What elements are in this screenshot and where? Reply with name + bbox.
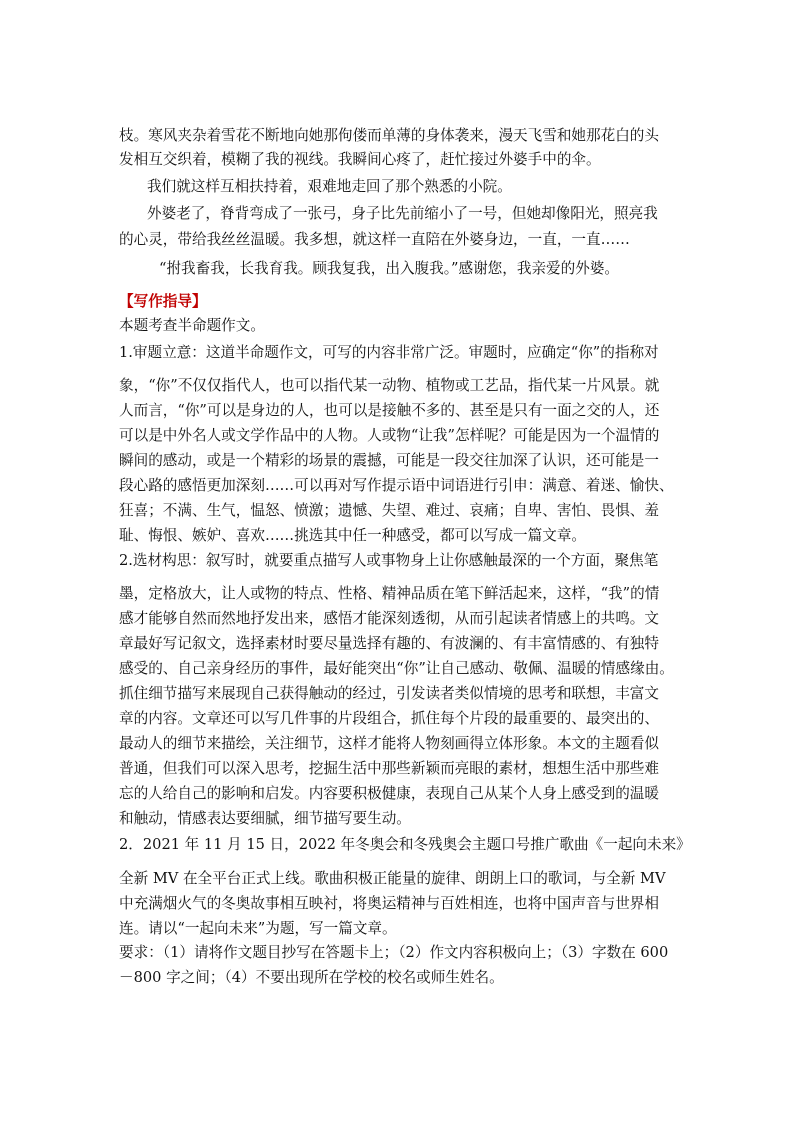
guidance-line: 抓住细节描写来展现自己获得触动的经过，引发读者类似情境的思考和联想，丰富文 bbox=[119, 685, 659, 702]
guidance-line: 象，“你”不仅仅指代人，也可以指代某一动物、植物或工艺品，指代某一片风景。就 bbox=[119, 377, 660, 394]
guidance-line: 狂喜；不满、生气，愠怒、愤激；遗憾、失望、难过、哀痛；自卑、害怕、畏惧、羞 bbox=[119, 502, 659, 519]
guidance-line: 可以是中外名人或文学作品中的人物。人或物“让我”怎样呢？可能是因为一个温情的 bbox=[119, 427, 660, 444]
question-line: 2．2021 年 11 月 15 日，2022 年冬奥会和冬残奥会主题口号推广歌曲《一起向未来》 bbox=[119, 836, 691, 853]
guidance-line: 1.审题立意：这道半命题作文，可写的内容非常广泛。审题时，应确定“你”的指称对 bbox=[119, 344, 659, 361]
requirement-line: －800 字之间；（4）不要出现所在学校的校名或师生姓名。 bbox=[119, 969, 504, 986]
question-line: 全新 MV 在全平台正式上线。歌曲积极正能量的旋律、朗朗上口的歌词，与全新 MV bbox=[119, 870, 666, 887]
question-line: 中充满烟火气的冬奥故事相互映衬，将奥运精神与百姓相连，也将中国声音与世界相 bbox=[119, 895, 659, 912]
guidance-line: 忘的人给自己的影响和启发。内容要积极健康，表现自己从某个人身上感受到的温暖 bbox=[119, 785, 659, 802]
essay-line: 枝。寒风夹杂着雪花不断地向她那佝偻而单薄的身体袭来，漫天飞雪和她那花白的头 bbox=[119, 127, 659, 144]
guidance-line: 瞬间的感动，或是一个精彩的场景的震撼，可能是一段交往加深了认识，还可能是一 bbox=[119, 452, 659, 469]
guidance-line: 2.选材构思：叙写时，就要重点描写人或事物身上让你感触最深的一个方面，聚焦笔 bbox=[119, 552, 659, 569]
question-line: 连。请以“一起向未来”为题，写一篇文章。 bbox=[119, 920, 397, 937]
essay-line: 外婆老了，脊背弯成了一张弓，身子比先前缩小了一号，但她却像阳光，照亮我 bbox=[147, 205, 658, 222]
essay-line: 的心灵，带给我丝丝温暖。我多想，就这样一直陪在外婆身边，一直，一直…… bbox=[119, 231, 630, 248]
guidance-line: 墨，定格放大，让人或物的特点、性格、精神品质在笔下鲜活起来，这样，“我”的情 bbox=[119, 585, 660, 602]
guidance-line: 感受的、自己亲身经历的事件，最好能突出“你”让自己感动、敬佩、温暖的情感缘由。 bbox=[119, 660, 674, 677]
guidance-line: 人而言，“你”可以是身边的人，也可以是接触不多的、甚至是只有一面之交的人，还 bbox=[119, 402, 660, 419]
guidance-intro: 本题考查半命题作文。 bbox=[119, 317, 265, 334]
guidance-line: 普通，但我们可以深入思考，挖掘生活中那些新颖而亮眼的素材，想想生活中那些难 bbox=[119, 760, 659, 777]
essay-line: 发相互交织着，模糊了我的视线。我瞬间心疼了，赶忙接过外婆手中的伞。 bbox=[119, 151, 601, 168]
guidance-line: 感才能够自然而然地抒发出来，感悟才能深刻透彻，从而引起读者情感上的共鸣。文 bbox=[119, 610, 659, 627]
guidance-line: 和触动，情感表达要细腻，细节描写要生动。 bbox=[119, 810, 411, 827]
essay-quote-line: “拊我畜我，长我育我。顾我复我，出入腹我。”感谢您，我亲爱的外婆。 bbox=[159, 260, 620, 277]
guidance-line: 章最好写记叙文，选择素材时要尽量选择有趣的、有波澜的、有丰富情感的、有独特 bbox=[119, 635, 659, 652]
requirement-line: 要求：（1）请将作文题目抄写在答题卡上；（2）作文内容积极向上；（3）字数在 600 bbox=[119, 944, 669, 961]
guidance-line: 耻、悔恨、嫉妒、喜欢……挑选其中任一种感受，都可以写成一篇文章。 bbox=[119, 527, 587, 544]
guidance-line: 章的内容。文章还可以写几件事的片段组合，抓住每个片段的最重要的、最突出的、 bbox=[119, 710, 659, 727]
guidance-line: 最动人的细节来描绘，关注细节，这样才能将人物刻画得立体形象。本文的主题看似 bbox=[119, 735, 659, 752]
guidance-line: 段心路的感悟更加深刻……可以再对写作提示语中词语进行引申：满意、着迷、愉快、 bbox=[119, 477, 674, 494]
essay-line: 我们就这样互相扶持着，艰难地走回了那个熟悉的小院。 bbox=[147, 178, 512, 195]
section-heading: 【写作指导】 bbox=[119, 293, 207, 310]
